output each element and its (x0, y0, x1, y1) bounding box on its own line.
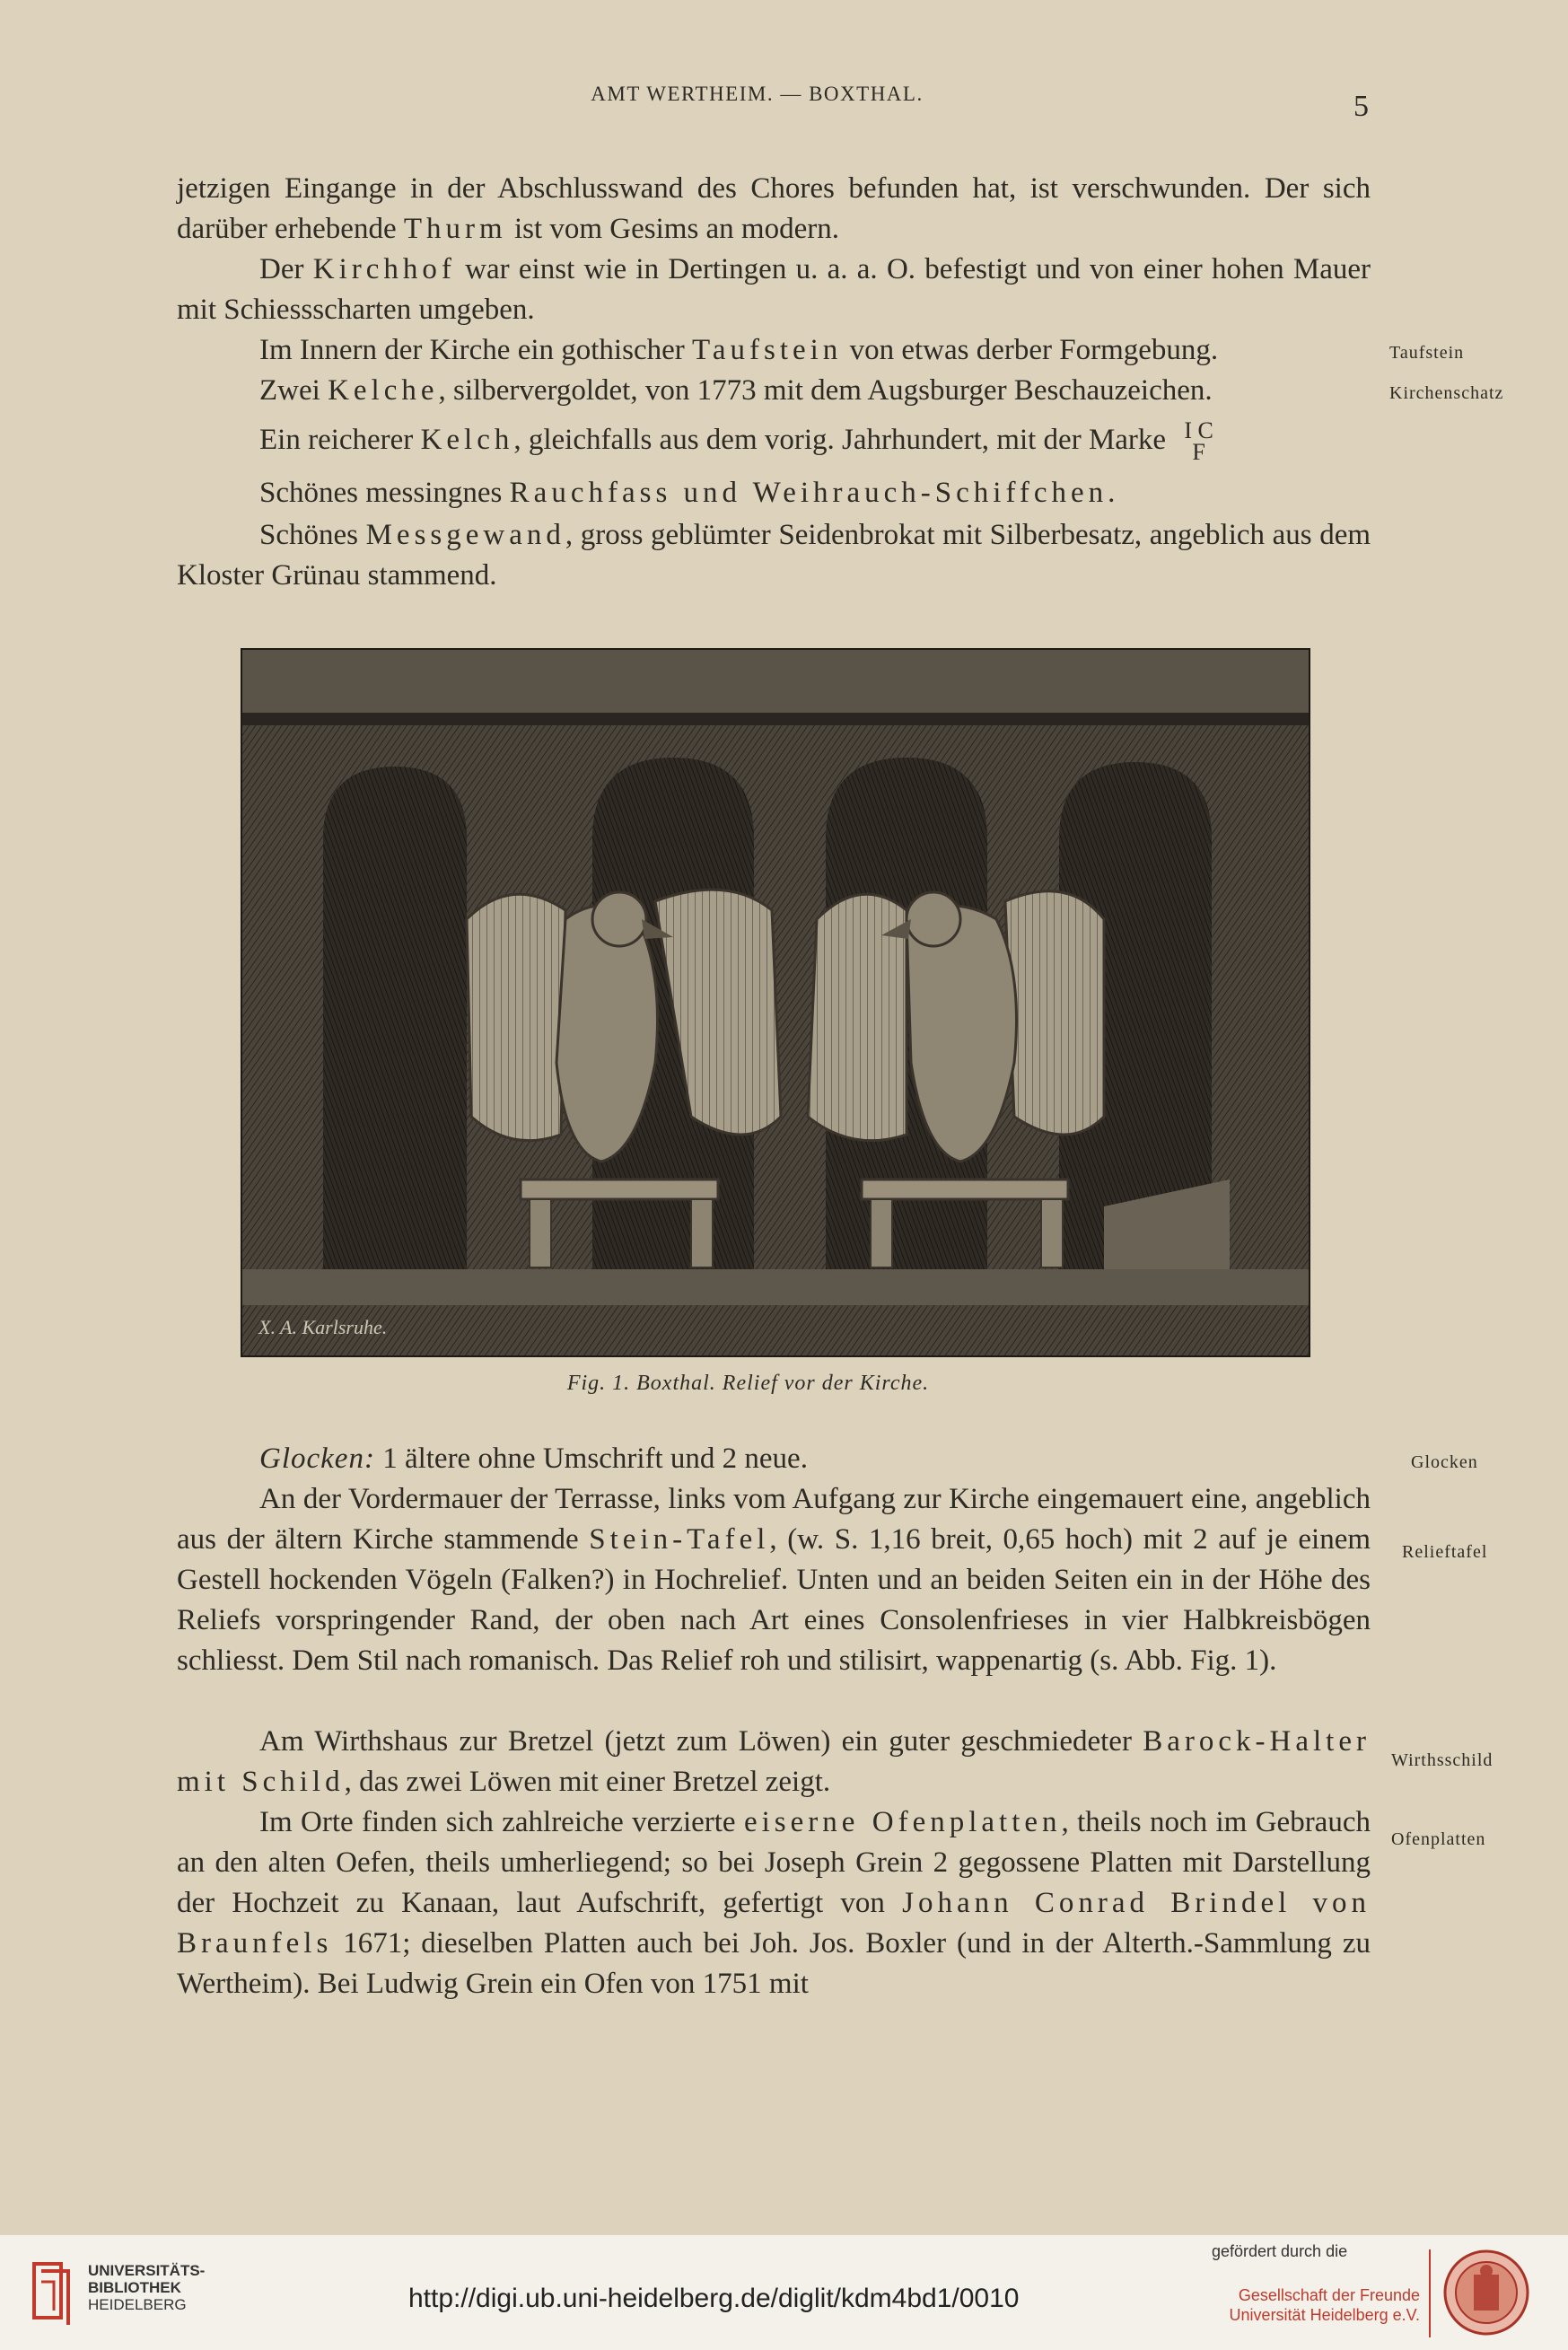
digitization-footer (0, 2235, 1568, 2350)
permalink-url[interactable]: http://digi.ub.uni-heidelberg.de/diglit/kdm4bd1/0010 (408, 2284, 1020, 2313)
relief-illustration (242, 650, 1309, 1355)
university-seal-icon (1441, 2248, 1531, 2337)
maker-mark: I C F (1184, 417, 1213, 466)
paragraph-glocken: Glocken: 1 ältere ohne Umschrift und 2 neue. (259, 1442, 808, 1475)
relief-engraving (241, 648, 1310, 1357)
university-library-logo-icon (25, 2255, 79, 2327)
library-name: UNIVERSITÄTS- BIBLIOTHEK HEIDELBERG (88, 2262, 206, 2313)
margin-note-taufstein: Taufstein (1389, 343, 1465, 363)
margin-note-relieftafel: Relieftafel (1402, 1542, 1488, 1562)
running-header: AMT WERTHEIM. — BOXTHAL. (591, 83, 924, 105)
paragraph-chor: jetzigen Eingange in der Abschlusswand des Chores befunden hat, ist verschwunden. Der sich darüber erhebende Thurm ist vom Gesims an modern. (177, 172, 1371, 245)
margin-note-kirchenschatz: Kirchenschatz (1389, 383, 1504, 403)
paragraph-kirchhof: Der Kirchhof war einst wie in Dertingen u. a. a. O. befestigt und von einer hohen Mauer mit Schiessscharten umgeben. (177, 253, 1371, 326)
margin-note-ofenplatten: Ofenplatten (1391, 1829, 1486, 1849)
paragraph-ofenplatten: Im Orte finden sich zahlreiche verzierte eiserne Ofenplatten, theils noch im Gebrauch an den alten Oefen, theils umherliegend; so bei Joseph Grein 2 gegossene Platten mit Darstellung der Hochzeit zu Kanaan, laut Aufschrift, gefertigt von Johann Conrad Brindel von Braunfels 1671; dieselben Platten auch bei Joh. Jos. Boxler (und in der Alterth.-Sammlung zu Wertheim). Bei Ludwig Grein ein Ofen von 1751 mit (177, 1806, 1371, 2000)
page-number: 5 (1353, 90, 1369, 123)
paragraph-taufstein: Im Innern der Kirche ein gothischer Taufstein von etwas derber Formgebung. (259, 334, 1219, 366)
footer-divider (1429, 2249, 1431, 2337)
margin-note-wirthsschild: Wirthsschild (1391, 1750, 1494, 1770)
paragraph-kelche: Zwei Kelche, silbervergoldet, von 1773 mit dem Augsburger Beschauzeichen. (259, 374, 1213, 407)
paragraph-messgewand: Schönes Messgewand, gross geblümter Seidenbrokat mit Silberbesatz, angeblich aus dem Kloster Grünau stammend. (177, 519, 1371, 592)
society-name: Gesellschaft der Freunde Universität Heidelberg e.V. (1229, 2286, 1420, 2324)
paragraph-rauchfass: Schönes messingnes Rauchfass und Weihrauch-Schiffchen. (259, 477, 1116, 509)
engraver-signature: X. A. Karlsruhe. (258, 1316, 388, 1338)
margin-note-glocken: Glocken (1411, 1452, 1478, 1472)
paragraph-wirthsschild: Am Wirthshaus zur Bretzel (jetzt zum Löwen) ein guter geschmiedeter Barock-Halter mit Schild, das zwei Löwen mit einer Bretzel zeigt. (177, 1725, 1371, 1798)
figure-caption: Fig. 1. Boxthal. Relief vor der Kirche. (566, 1372, 930, 1395)
paragraph-relieftafel: An der Vordermauer der Terrasse, links vom Aufgang zur Kirche eingemauert eine, angeblich aus der ältern Kirche stammende Stein-Tafel, (w. S. 1,16 breit, 0,65 hoch) mit 2 auf je einem Gestell hockenden Vögeln (Falken?) in Hochrelief. Unten und an beiden Seiten ein in der Höhe des Reliefs vorspringender Rand, der oben nach Art eines Consolenfrieses in vier Halbkreisbögen schliesst. Dem Stil nach romanisch. Das Relief roh und stilisirt, wappenartig (s. Abb. Fig. 1). (177, 1483, 1371, 1677)
paragraph-kelch: Ein reicherer Kelch, gleichfalls aus dem vorig. Jahrhundert, mit der Marke I C F (259, 417, 1213, 466)
funded-by-label: gefördert durch die (1212, 2242, 1348, 2260)
